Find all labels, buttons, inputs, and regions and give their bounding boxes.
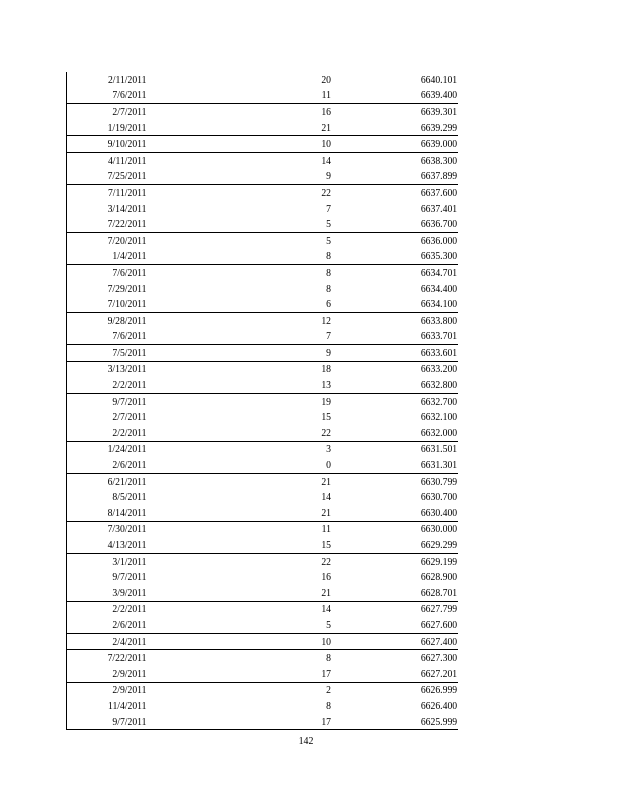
count-cell: 11	[168, 521, 331, 537]
date-cell: 9/7/2011	[111, 571, 146, 584]
date-cell: 9/7/2011	[111, 715, 146, 728]
value-cell: 6637.899	[420, 170, 458, 183]
date-cell: 2/4/2011	[76, 633, 146, 650]
table-row	[67, 185, 459, 201]
count-cell: 22	[168, 553, 331, 569]
count-cell: 13	[321, 379, 331, 392]
table-row	[67, 457, 459, 473]
table-row	[67, 72, 459, 88]
date-cell: 3/13/2011	[76, 361, 146, 377]
count-cell: 5	[326, 218, 331, 231]
count-cell: 10	[168, 136, 331, 153]
table-row	[67, 265, 459, 281]
value-cell: 6636.000	[346, 232, 458, 248]
value-cell: 6628.900	[420, 571, 458, 584]
table-row	[67, 682, 459, 698]
count-cell: 7	[326, 330, 331, 343]
value-cell: 6627.300	[346, 650, 458, 666]
count-cell: 15	[321, 539, 331, 552]
table-row	[67, 666, 459, 682]
value-cell: 6629.199	[346, 553, 458, 569]
count-cell: 8	[326, 699, 331, 712]
table-row	[67, 633, 459, 650]
value-cell: 6627.799	[346, 601, 458, 617]
count-cell: 16	[168, 104, 331, 120]
table-row	[67, 425, 459, 441]
count-cell: 3	[168, 441, 331, 457]
count-cell: 8	[168, 650, 331, 666]
date-cell: 11/4/2011	[107, 699, 146, 712]
value-cell: 6632.100	[420, 411, 458, 424]
value-cell: 6634.400	[420, 282, 458, 295]
count-cell: 9	[168, 345, 331, 362]
page-number: 142	[298, 735, 314, 747]
value-cell: 6625.999	[420, 715, 458, 728]
table-row	[67, 104, 459, 120]
table-row	[67, 698, 459, 714]
table-row	[67, 537, 459, 553]
table-row	[67, 136, 459, 153]
table-row	[67, 409, 459, 425]
value-cell: 6630.400	[420, 506, 458, 519]
date-cell: 1/24/2011	[76, 441, 146, 457]
count-cell: 12	[168, 312, 331, 328]
data-table	[66, 72, 458, 730]
table-row	[67, 505, 459, 521]
value-cell: 6627.400	[346, 633, 458, 650]
value-cell: 6626.999	[346, 682, 458, 698]
value-cell: 6637.600	[346, 185, 458, 201]
date-cell: 8/14/2011	[107, 506, 146, 519]
count-cell: 22	[168, 185, 331, 201]
count-cell: 15	[321, 411, 331, 424]
value-cell: 6634.100	[420, 298, 458, 311]
date-cell: 7/30/2011	[76, 521, 146, 537]
count-cell: 8	[326, 282, 331, 295]
table-row	[67, 441, 459, 457]
table-row	[67, 88, 459, 104]
date-cell: 2/2/2011	[76, 601, 146, 617]
date-cell: 1/19/2011	[107, 121, 146, 134]
value-cell: 6630.799	[346, 473, 458, 489]
date-cell: 2/7/2011	[111, 411, 146, 424]
count-cell: 14	[168, 601, 331, 617]
date-cell: 6/21/2011	[76, 473, 146, 489]
count-cell: 21	[321, 121, 331, 134]
table-body	[67, 72, 459, 730]
date-cell: 2/11/2011	[107, 73, 146, 86]
count-cell: 22	[321, 426, 331, 439]
value-cell: 6631.301	[420, 459, 458, 472]
table-row	[67, 617, 459, 633]
table-row	[67, 249, 459, 265]
value-cell: 6632.800	[420, 379, 458, 392]
date-cell: 7/5/2011	[76, 345, 146, 362]
value-cell: 6634.701	[346, 265, 458, 281]
date-cell: 9/7/2011	[76, 393, 146, 409]
count-cell: 21	[168, 473, 331, 489]
count-cell: 11	[321, 89, 331, 102]
table-row	[67, 553, 459, 569]
value-cell: 6639.400	[420, 89, 458, 102]
count-cell: 14	[168, 152, 331, 168]
value-cell: 6630.700	[420, 491, 458, 504]
date-cell: 2/2/2011	[111, 426, 146, 439]
table-row	[67, 216, 459, 232]
value-cell: 6639.299	[420, 121, 458, 134]
value-cell: 6640.101	[420, 73, 458, 86]
date-cell: 2/9/2011	[111, 667, 146, 680]
date-cell: 7/25/2011	[107, 170, 146, 183]
table-row	[67, 569, 459, 585]
value-cell: 6631.501	[346, 441, 458, 457]
table-row	[67, 312, 459, 328]
date-cell: 7/6/2011	[111, 89, 146, 102]
value-cell: 6638.300	[346, 152, 458, 168]
date-cell: 7/22/2011	[76, 650, 146, 666]
table-row	[67, 473, 459, 489]
value-cell: 6636.700	[420, 218, 458, 231]
count-cell: 8	[326, 250, 331, 263]
value-cell: 6626.400	[420, 699, 458, 712]
value-cell: 6635.300	[420, 250, 458, 263]
count-cell: 19	[168, 393, 331, 409]
count-cell: 18	[168, 361, 331, 377]
count-cell: 17	[321, 667, 331, 680]
value-cell: 6639.301	[346, 104, 458, 120]
date-cell: 7/22/2011	[107, 218, 146, 231]
value-cell: 6627.201	[420, 667, 458, 680]
table-row	[67, 329, 459, 345]
date-cell: 2/6/2011	[111, 618, 146, 631]
date-cell: 9/10/2011	[76, 136, 146, 153]
count-cell: 0	[326, 459, 331, 472]
table-row	[67, 393, 459, 409]
table-row	[67, 601, 459, 617]
date-cell: 7/29/2011	[107, 282, 146, 295]
table-row	[67, 521, 459, 537]
date-cell: 7/11/2011	[76, 185, 146, 201]
date-cell: 1/4/2011	[111, 250, 146, 263]
value-cell: 6639.000	[346, 136, 458, 153]
value-cell: 6633.800	[346, 312, 458, 328]
date-cell: 2/7/2011	[76, 104, 146, 120]
value-cell: 6628.701	[420, 586, 458, 599]
table-row	[67, 377, 459, 393]
table-row	[67, 585, 459, 601]
date-cell: 9/28/2011	[76, 312, 146, 328]
count-cell: 7	[326, 202, 331, 215]
count-cell: 10	[168, 633, 331, 650]
date-cell: 4/11/2011	[76, 152, 146, 168]
count-cell: 5	[326, 618, 331, 631]
table-row	[67, 281, 459, 297]
table-row	[67, 714, 459, 730]
table-row	[67, 201, 459, 217]
count-cell: 20	[321, 73, 331, 86]
value-cell: 6629.299	[420, 539, 458, 552]
table-row	[67, 120, 459, 136]
count-cell: 5	[168, 232, 331, 248]
count-cell: 14	[321, 491, 331, 504]
date-cell: 3/1/2011	[76, 553, 146, 569]
count-cell: 21	[321, 586, 331, 599]
value-cell: 6633.200	[346, 361, 458, 377]
count-cell: 9	[326, 170, 331, 183]
count-cell: 2	[168, 682, 331, 698]
date-cell: 2/2/2011	[111, 379, 146, 392]
date-cell: 7/6/2011	[111, 330, 146, 343]
count-cell: 21	[321, 506, 331, 519]
table-row	[67, 361, 459, 377]
value-cell: 6632.000	[420, 426, 458, 439]
value-cell: 6633.701	[420, 330, 458, 343]
date-cell: 7/10/2011	[107, 298, 146, 311]
date-cell: 2/9/2011	[76, 682, 146, 698]
count-cell: 16	[321, 571, 331, 584]
count-cell: 8	[168, 265, 331, 281]
value-cell: 6630.000	[346, 521, 458, 537]
date-cell: 7/6/2011	[76, 265, 146, 281]
date-cell: 7/20/2011	[76, 232, 146, 248]
table-row	[67, 232, 459, 248]
table-row	[67, 650, 459, 666]
count-cell: 6	[326, 298, 331, 311]
table-row	[67, 489, 459, 505]
date-cell: 4/13/2011	[107, 539, 146, 552]
value-cell: 6633.601	[346, 345, 458, 362]
table-row	[67, 345, 459, 362]
date-cell: 3/9/2011	[111, 586, 146, 599]
table-row	[67, 169, 459, 185]
value-cell: 6637.401	[420, 202, 458, 215]
value-cell: 6627.600	[420, 618, 458, 631]
table-row	[67, 152, 459, 168]
table-row	[67, 296, 459, 312]
count-cell: 17	[321, 715, 331, 728]
date-cell: 2/6/2011	[111, 459, 146, 472]
date-cell: 8/5/2011	[111, 491, 146, 504]
date-cell: 3/14/2011	[107, 202, 146, 215]
value-cell: 6632.700	[346, 393, 458, 409]
